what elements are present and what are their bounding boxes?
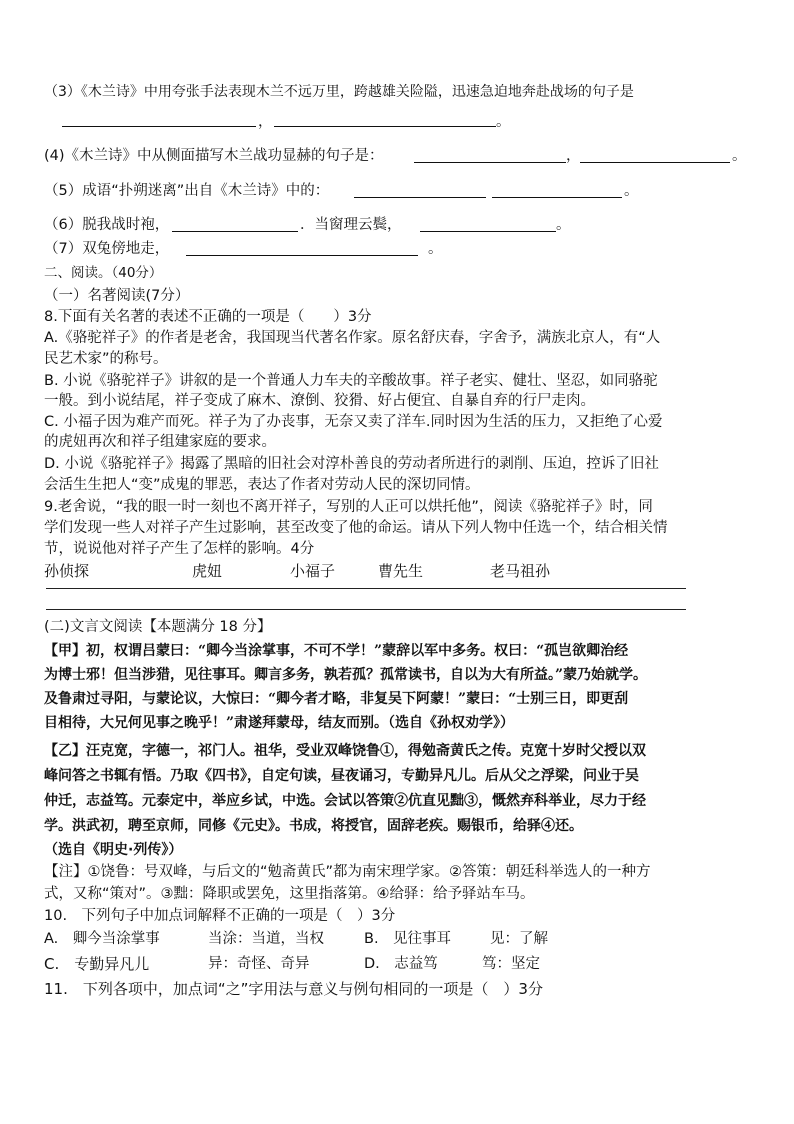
- passage-yi-source: （选自《明史·列传》）: [44, 842, 183, 858]
- answer-line[interactable]: [46, 609, 686, 610]
- question-11: 11. 下列各项中，加点词“之”字用法与意义与例句相同的一项是（ ）3分: [44, 980, 543, 998]
- answer-blank-6a[interactable]: [172, 217, 298, 232]
- option-c-line1: C. 小福子因为难产而死。祥子为了办丧事，无奈又卖了洋车.同时因为生活的压力，又拒绝了心爱: [44, 414, 663, 430]
- question-8: 8.下面有关名著的表述不正确的一项是（ ）3分: [44, 309, 372, 325]
- separator: ，: [258, 114, 273, 130]
- end-mark: 。: [428, 241, 443, 257]
- end-mark: 。: [496, 114, 511, 130]
- q10-option-b-explanation: 见：了解: [490, 931, 548, 947]
- character-option: 虎妞: [192, 562, 223, 580]
- answer-blank-3b[interactable]: [274, 112, 496, 127]
- subsection-heading-classical: (二)文言文阅读【本题满分 18 分】: [44, 619, 272, 635]
- subsection-heading-classics: （一）名著阅读(7分）: [44, 288, 190, 304]
- answer-blank-4b[interactable]: [580, 148, 730, 163]
- option-c-line2: 的虎妞再次和祥子组建家庭的要求。: [44, 434, 276, 450]
- answer-blank-5a[interactable]: [354, 183, 486, 198]
- q10-option-a-explanation: 当涂：当道，当权: [208, 931, 324, 947]
- notes-line1: 【注】①饶鲁：号双峰，与后文的“勉斋黄氏”都为南宋理学家。②答策：朝廷科举选人的一种方: [44, 864, 651, 880]
- answer-line[interactable]: [46, 588, 686, 589]
- character-option: 曹先生: [378, 562, 424, 580]
- passage-jia-line4: 目相待，大兄何见事之晚乎！”肃遂拜蒙母，结友而别。（选自《孙权劝学》）: [44, 715, 515, 731]
- question-4-text: (4)《木兰诗》中从侧面描写木兰战功显赫的句子是：: [44, 148, 384, 164]
- end-mark: 。: [732, 148, 747, 164]
- q10-option-d-explanation: 笃：坚定: [482, 956, 540, 972]
- section-heading-reading: 二、阅读。（40分）: [44, 265, 163, 281]
- passage-jia-line3: 及鲁肃过寻阳，与蒙论议，大惊曰：“卿今者才略，非复吴下阿蒙！”蒙曰：“士别三日，即更刮: [44, 691, 629, 707]
- q10-option-d: D. 志益笃: [364, 956, 438, 972]
- question-6-text-b: ．当窗理云鬓，: [300, 217, 402, 233]
- question-3-text: （3）《木兰诗》中用夸张手法表现木兰不远万里，跨越雄关险隘，迅速急迫地奔赴战场的句子是: [44, 84, 634, 100]
- separator: ，: [566, 148, 581, 164]
- end-mark: 。: [624, 183, 639, 199]
- q10-option-c: C. 专勤异凡儿: [44, 955, 150, 973]
- question-9-line1: 9.老舍说，“我的眼一时一刻也不离开祥子，写别的人正可以烘托他”，阅读《骆驼祥子》时，同: [44, 499, 653, 515]
- option-b-line2: 一般。到小说结尾，祥子变成了麻木、潦倒、狡猾、好占便宜、自暴自弃的行尸走肉。: [44, 393, 595, 409]
- answer-blank-3a[interactable]: [62, 112, 256, 127]
- question-6-text-a: （6）脱我战时袍，: [44, 217, 170, 233]
- end-mark: 。: [556, 217, 571, 233]
- character-option: 老马祖孙: [490, 562, 551, 580]
- option-a-line1: A.《骆驼祥子》的作者是老舍，我国现当代著名作家。原名舒庆春，字舍予，满族北京人，有“人: [44, 330, 661, 346]
- question-9-line3: 节，说说他对祥子产生了怎样的影响。4分: [44, 541, 315, 557]
- passage-yi-line4: 学。洪武初，聘至京师，同修《元史》。书成，将授官，固辞老疾。赐银币，给驿④还。: [44, 818, 583, 834]
- notes-line2: 式，又称“策对”。③黜：降职或罢免，这里指落第。④给驿：给予驿站车马。: [44, 886, 535, 902]
- character-option: 孙侦探: [44, 562, 90, 580]
- q10-option-a: A. 卿今当涂掌事: [44, 931, 160, 947]
- question-5-text: （5）成语“扑朔迷离”出自《木兰诗》中的：: [44, 183, 330, 199]
- question-10: 10. 下列句子中加点词解释不正确的一项是（ ）3分: [44, 908, 396, 924]
- q10-option-b: B. 见往事耳: [364, 931, 452, 947]
- question-7-text: （7）双兔傍地走，: [44, 241, 170, 257]
- question-9-line2: 学们发现一些人对祥子产生过影响，甚至改变了他的命运。请从下列人物中任选一个，结合相关情: [44, 520, 668, 536]
- option-a-line2: 民艺术家”的称号。: [44, 351, 168, 367]
- option-d-line2: 会活生生把人“变”成鬼的罪恶，表达了作者对劳动人民的深切同情。: [44, 477, 480, 493]
- passage-jia-line1: 【甲】初，权谓吕蒙曰：“卿今当涂掌事，不可不学！”蒙辞以军中多务。权曰：“孤岂欲卿治经: [44, 643, 629, 659]
- option-b-line1: B. 小说《骆驼祥子》讲叙的是一个普通人力车夫的辛酸故事。祥子老实、健壮、坚忍，如同骆驼: [44, 373, 658, 389]
- passage-yi-line1: 【乙】汪克宽，字德一，祁门人。祖华，受业双峰饶鲁①，得勉斋黄氏之传。克宽十岁时父授以双: [44, 743, 646, 759]
- passage-yi-line3: 仲迁，志益笃。元泰定中，举应乡试，中选。会试以答策②伉直见黜③，慨然弃科举业，尽力于经: [44, 793, 646, 809]
- character-option: 小福子: [290, 562, 336, 580]
- q10-option-c-explanation: 异：奇怪、奇异: [208, 956, 310, 972]
- passage-jia-line2: 为博士邪！但当涉猎，见往事耳。卿言多务，孰若孤？孤常读书，自以为大有所益。”蒙乃始就学。: [44, 667, 648, 683]
- option-d-line1: D. 小说《骆驼祥子》揭露了黑暗的旧社会对淳朴善良的劳动者所进行的剥削、压迫，控诉了旧社: [44, 456, 659, 472]
- answer-blank-7[interactable]: [186, 241, 418, 256]
- answer-blank-5b[interactable]: [492, 183, 622, 198]
- answer-blank-6b[interactable]: [420, 217, 556, 232]
- passage-yi-line2: 峰问答之书辄有悟。乃取《四书》，自定句读，昼夜诵习，专勤异凡儿。后从父之浮梁，问业于吴: [44, 768, 639, 784]
- answer-blank-4a[interactable]: [414, 148, 566, 163]
